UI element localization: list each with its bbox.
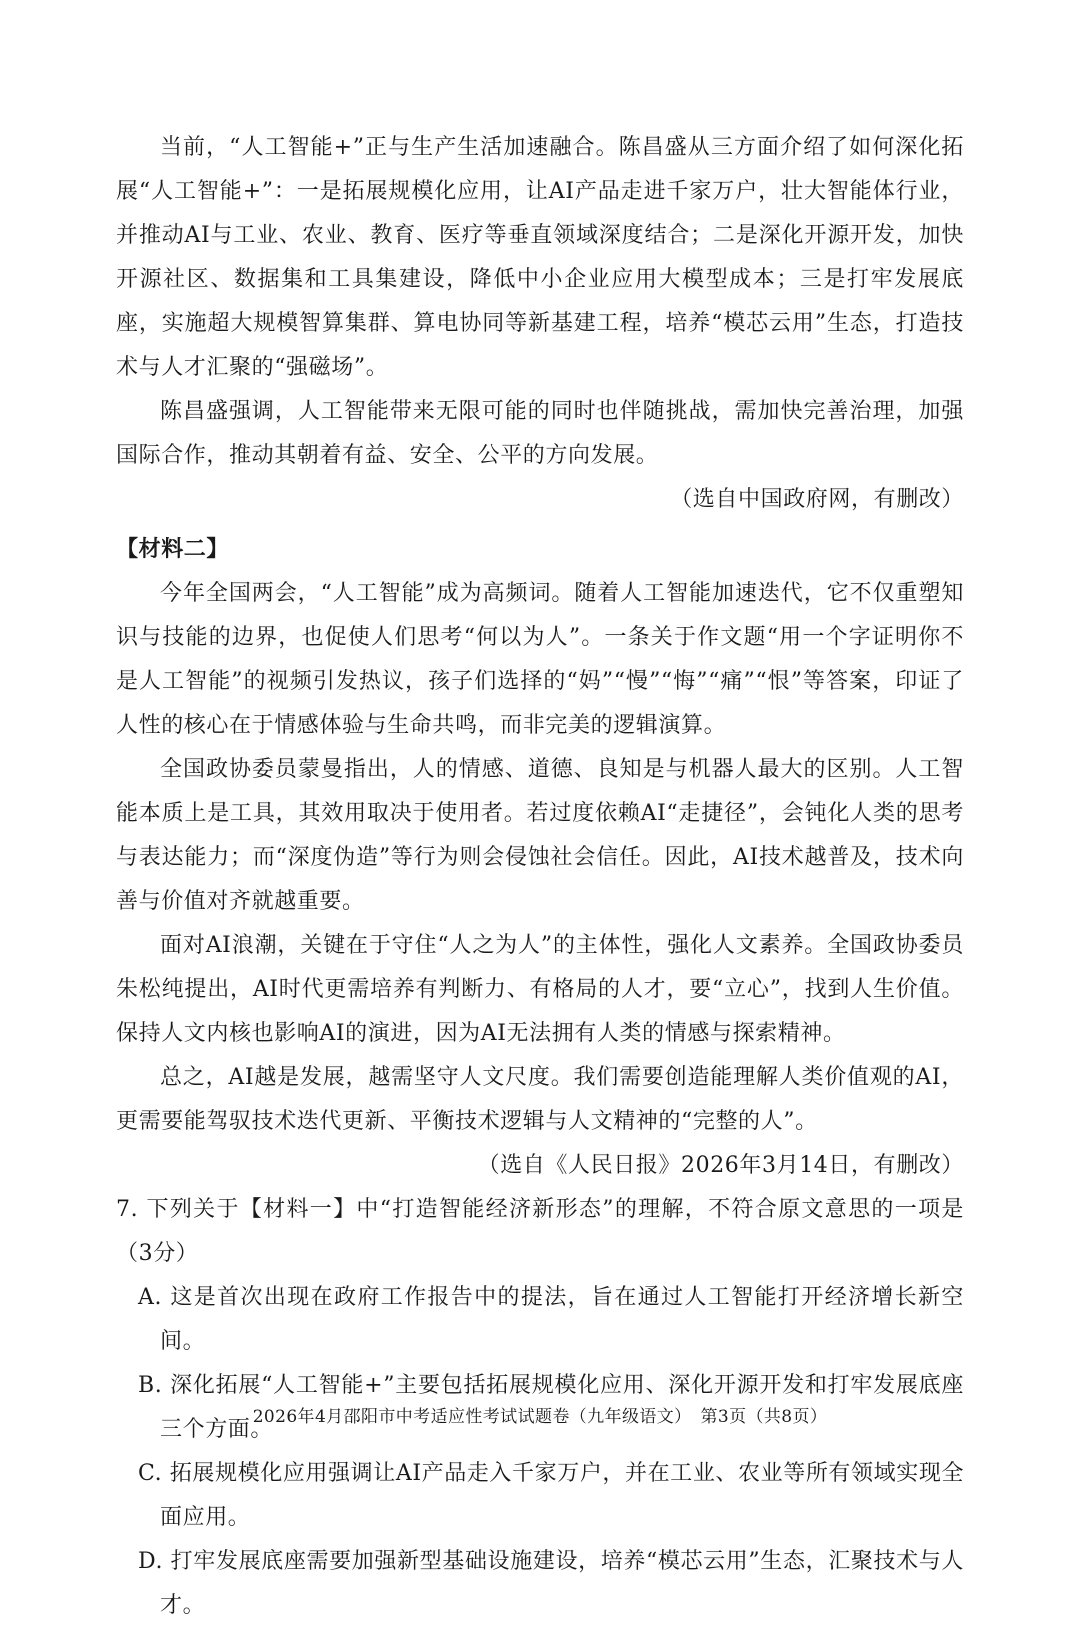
material2-paragraph-2: 全国政协委员蒙曼指出，人的情感、道德、良知是与机器人最大的区别。人工智能本质上是工具，其效用取决于使用者。若过度依赖AI“走捷径”，会钝化人类的思考与表达能力；而“深度伪造”等行为则会侵蚀社会信任。因此，AI技术越普及，技术向善与价值对齐就越重要。 bbox=[116, 757, 964, 914]
question-7-option-a: A. 这是首次出现在政府工作报告中的提法，旨在通过人工智能打开经济增长新空间。 bbox=[138, 1285, 964, 1354]
material1-paragraph-1: 当前，“人工智能+”正与生产生活加速融合。陈昌盛从三方面介绍了如何深化拓展“人工智能+”：一是拓展规模化应用，让AI产品走进千家万户，壮大智能体行业，并推动AI与工业、农业、教育、医疗等垂直领域深度结合；二是深化开源开发，加快开源社区、数据集和工具集建设，降低中小企业应用大模型成本；三是打牢发展底座，实施超大规模智算集群、算电协同等新基建工程，培养“模芯云用”生态，打造技术与人才汇聚的“强磁场”。 bbox=[116, 135, 964, 380]
material2-heading: 【材料二】 bbox=[116, 537, 230, 562]
page-footer: 2026年4月邵阳市中考适应性考试试题卷（九年级语文） 第3页（共8页） bbox=[252, 1407, 828, 1427]
material2-paragraph-4: 总之，AI越是发展，越需坚守人文尺度。我们需要创造能理解人类价值观的AI，更需要能驾驭技术迭代更新、平衡技术逻辑与人文精神的“完整的人”。 bbox=[116, 1065, 964, 1134]
question-7-option-b: B. 深化拓展“人工智能+”主要包括拓展规模化应用、深化开源开发和打牢发展底座三个方面。 bbox=[138, 1373, 964, 1442]
question-7-stem: 7. 下列关于【材料一】中“打造智能经济新形态”的理解，不符合原文意思的一项是（3分） bbox=[116, 1197, 964, 1266]
material2-source: （选自《人民日报》2026年3月14日，有删改） bbox=[477, 1153, 964, 1178]
question-7-option-c: C. 拓展规模化应用强调让AI产品走入千家万户，并在工业、农业等所有领域实现全面应用。 bbox=[138, 1461, 965, 1530]
material2-paragraph-3: 面对AI浪潮，关键在于守住“人之为人”的主体性，强化人文素养。全国政协委员朱松纯提出，AI时代更需培养有判断力、有格局的人才，要“立心”，找到人生价值。保持人文内核也影响AI的演进，因为AI无法拥有人类的情感与探索精神。 bbox=[116, 933, 964, 1046]
material1-paragraph-2: 陈昌盛强调，人工智能带来无限可能的同时也伴随挑战，需加快完善治理，加强国际合作，推动其朝着有益、安全、公平的方向发展。 bbox=[116, 399, 964, 468]
material1-source: （选自中国政府网，有删改） bbox=[670, 487, 964, 512]
question-7-option-d: D. 打牢发展底座需要加强新型基础设施建设，培养“模芯云用”生态，汇聚技术与人才。 bbox=[138, 1549, 964, 1618]
material2-paragraph-1: 今年全国两会，“人工智能”成为高频词。随着人工智能加速迭代，它不仅重塑知识与技能的边界，也促使人们思考“何以为人”。一条关于作文题“用一个字证明你不是人工智能”的视频引发热议，孩子们选择的“妈”“慢”“悔”“痛”“恨”等答案，印证了人性的核心在于情感体验与生命共鸣，而非完美的逻辑演算。 bbox=[116, 581, 964, 738]
